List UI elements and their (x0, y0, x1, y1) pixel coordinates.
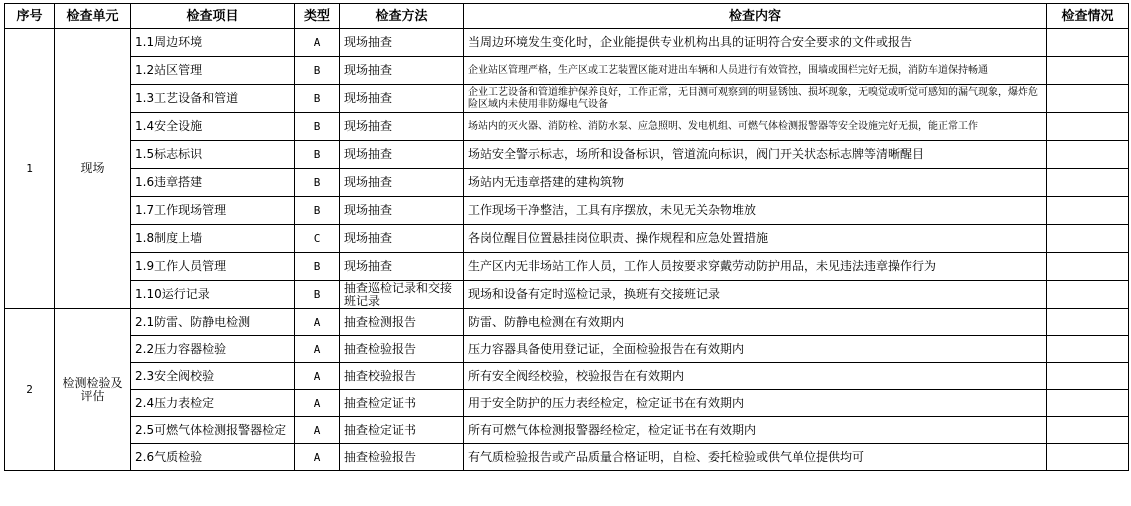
header-content: 检查内容 (464, 4, 1047, 29)
table-row (5, 281, 1129, 309)
inspection-table (4, 3, 1129, 471)
method-cell: 现场抽查 (340, 113, 464, 141)
method-cell: 抽查检定证书 (340, 390, 464, 417)
type-cell: A (295, 336, 340, 363)
content-cell: 有气质检验报告或产品质量合格证明，自检、委托检验或供气单位提供均可 (464, 444, 1047, 471)
item-cell: 1.6违章搭建 (131, 169, 295, 197)
table-row (5, 363, 1129, 390)
status-cell[interactable] (1047, 363, 1129, 390)
content-cell: 场站内的灭火器、消防栓、消防水泵、应急照明、发电机组、可燃气体检测报警器等安全设施完好无损，能正常工作 (464, 113, 1047, 141)
content-cell: 各岗位醒目位置悬挂岗位职责、操作规程和应急处置措施 (464, 225, 1047, 253)
content-cell: 企业站区管理严格，生产区或工艺装置区能对进出车辆和人员进行有效管控，围墙或围栏完好无损，消防车道保持畅通 (464, 57, 1047, 85)
table-row (5, 444, 1129, 471)
status-cell[interactable] (1047, 336, 1129, 363)
type-cell: B (295, 169, 340, 197)
type-cell: B (295, 85, 340, 113)
item-cell: 2.1防雷、防静电检测 (131, 309, 295, 336)
item-cell: 1.10运行记录 (131, 281, 295, 309)
table-row (5, 417, 1129, 444)
method-cell: 现场抽查 (340, 225, 464, 253)
status-cell[interactable] (1047, 197, 1129, 225)
item-cell: 1.4安全设施 (131, 113, 295, 141)
content-cell: 场站安全警示标志，场所和设备标识，管道流向标识，阀门开关状态标志牌等清晰醒目 (464, 141, 1047, 169)
status-cell[interactable] (1047, 444, 1129, 471)
type-cell: B (295, 253, 340, 281)
item-cell: 1.2站区管理 (131, 57, 295, 85)
type-cell: B (295, 57, 340, 85)
item-cell: 1.9工作人员管理 (131, 253, 295, 281)
type-cell: A (295, 29, 340, 57)
item-cell: 2.3安全阀校验 (131, 363, 295, 390)
content-cell: 场站内无违章搭建的建构筑物 (464, 169, 1047, 197)
status-cell[interactable] (1047, 390, 1129, 417)
method-cell: 现场抽查 (340, 141, 464, 169)
header-no: 序号 (5, 4, 55, 29)
header-type: 类型 (295, 4, 340, 29)
method-cell: 抽查校验报告 (340, 363, 464, 390)
table-row (5, 225, 1129, 253)
status-cell[interactable] (1047, 253, 1129, 281)
group-number: 1 (5, 29, 55, 309)
method-cell: 抽查检验报告 (340, 336, 464, 363)
header-method: 检查方法 (340, 4, 464, 29)
status-cell[interactable] (1047, 113, 1129, 141)
table-row (5, 336, 1129, 363)
header-item: 检查项目 (131, 4, 295, 29)
content-cell: 所有可燃气体检测报警器经检定，检定证书在有效期内 (464, 417, 1047, 444)
item-cell: 1.7工作现场管理 (131, 197, 295, 225)
group-number: 2 (5, 309, 55, 471)
content-cell: 现场和设备有定时巡检记录，换班有交接班记录 (464, 281, 1047, 309)
table-row (5, 197, 1129, 225)
table-row (5, 57, 1129, 85)
item-cell: 1.3工艺设备和管道 (131, 85, 295, 113)
method-cell: 现场抽查 (340, 29, 464, 57)
table-row (5, 113, 1129, 141)
table-row (5, 141, 1129, 169)
method-cell: 抽查检定证书 (340, 417, 464, 444)
type-cell: A (295, 444, 340, 471)
content-cell: 所有安全阀经校验，校验报告在有效期内 (464, 363, 1047, 390)
content-cell: 压力容器具备使用登记证，全面检验报告在有效期内 (464, 336, 1047, 363)
table-row (5, 253, 1129, 281)
status-cell[interactable] (1047, 57, 1129, 85)
content-cell: 工作现场干净整洁，工具有序摆放，未见无关杂物堆放 (464, 197, 1047, 225)
header-row (5, 4, 1129, 29)
method-cell: 现场抽查 (340, 169, 464, 197)
status-cell[interactable] (1047, 281, 1129, 309)
header-status: 检查情况 (1047, 4, 1129, 29)
status-cell[interactable] (1047, 141, 1129, 169)
item-cell: 2.5可燃气体检测报警器检定 (131, 417, 295, 444)
method-cell: 现场抽查 (340, 253, 464, 281)
type-cell: B (295, 281, 340, 309)
item-cell: 2.6气质检验 (131, 444, 295, 471)
method-cell: 抽查检验报告 (340, 444, 464, 471)
header-unit: 检查单元 (55, 4, 131, 29)
type-cell: A (295, 417, 340, 444)
type-cell: C (295, 225, 340, 253)
item-cell: 2.4压力表检定 (131, 390, 295, 417)
type-cell: A (295, 390, 340, 417)
table-row (5, 390, 1129, 417)
item-cell: 1.5标志标识 (131, 141, 295, 169)
table-row (5, 85, 1129, 113)
content-cell: 用于安全防护的压力表经检定，检定证书在有效期内 (464, 390, 1047, 417)
status-cell[interactable] (1047, 169, 1129, 197)
content-cell: 企业工艺设备和管道维护保养良好，工作正常，无目测可观察到的明显锈蚀、损坏现象，无嗅觉或听觉可感知的漏气现象，爆炸危险区域内未使用非防爆电气设备 (464, 85, 1047, 113)
status-cell[interactable] (1047, 29, 1129, 57)
item-cell: 1.8制度上墙 (131, 225, 295, 253)
method-cell: 抽查检测报告 (340, 309, 464, 336)
method-cell: 现场抽查 (340, 85, 464, 113)
method-cell: 抽查巡检记录和交接班记录 (340, 281, 464, 309)
table-row (5, 169, 1129, 197)
type-cell: A (295, 363, 340, 390)
table-row (5, 29, 1129, 57)
type-cell: B (295, 141, 340, 169)
group-unit: 现场 (55, 29, 131, 309)
type-cell: B (295, 113, 340, 141)
item-cell: 2.2压力容器检验 (131, 336, 295, 363)
item-cell: 1.1周边环境 (131, 29, 295, 57)
type-cell: B (295, 197, 340, 225)
method-cell: 现场抽查 (340, 57, 464, 85)
content-cell: 防雷、防静电检测在有效期内 (464, 309, 1047, 336)
type-cell: A (295, 309, 340, 336)
status-cell[interactable] (1047, 85, 1129, 113)
status-cell[interactable] (1047, 225, 1129, 253)
table-row (5, 309, 1129, 336)
status-cell[interactable] (1047, 417, 1129, 444)
content-cell: 当周边环境发生变化时，企业能提供专业机构出具的证明符合安全要求的文件或报告 (464, 29, 1047, 57)
content-cell: 生产区内无非场站工作人员，工作人员按要求穿戴劳动防护用品，未见违法违章操作行为 (464, 253, 1047, 281)
method-cell: 现场抽查 (340, 197, 464, 225)
status-cell[interactable] (1047, 309, 1129, 336)
group-unit: 检测检验及评估 (55, 309, 131, 471)
